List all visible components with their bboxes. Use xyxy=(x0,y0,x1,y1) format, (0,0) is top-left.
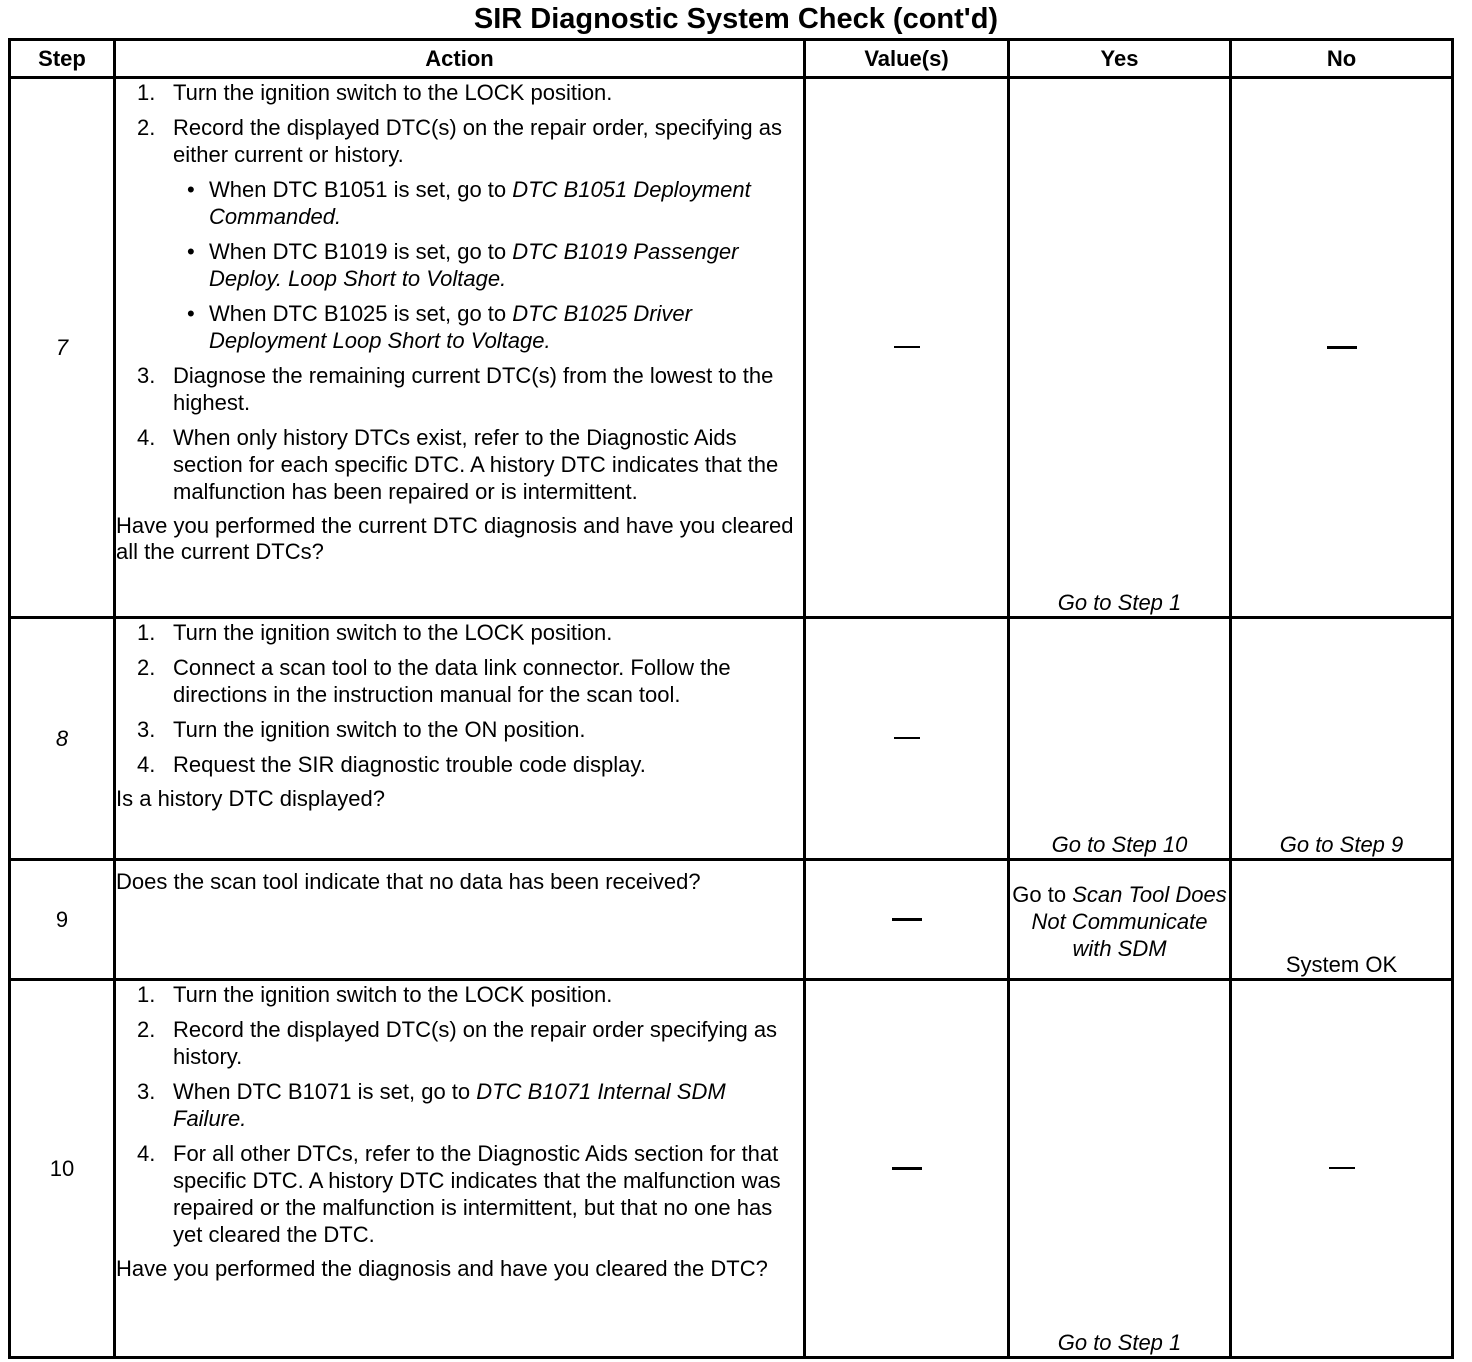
value-cell xyxy=(805,78,1009,618)
value-cell xyxy=(805,618,1009,860)
em-dash xyxy=(892,918,922,921)
action-item: 3. When DTC B1071 is set, go to DTC B1071 Internal SDM Failure. xyxy=(137,1079,726,1131)
header-step: Step xyxy=(10,40,115,78)
action-item: 4. For all other DTCs, refer to the Diagnostic Aids section for that specific DTC. A history DTC indicates that the malfunction was repaired or the malfunction is intermittent, but that no one has yet cleared the DTC. xyxy=(137,1141,781,1247)
action-item: 4. Request the SIR diagnostic trouble code display. xyxy=(137,752,646,777)
no-cell xyxy=(1231,618,1453,860)
table-row-step-9 xyxy=(10,860,1453,980)
yes-answer: Go to Step 10 xyxy=(1051,832,1188,857)
header-row xyxy=(10,40,1453,78)
step-number: 7 xyxy=(10,78,115,618)
question-text: Have you performed the diagnosis and have you cleared the DTC? xyxy=(116,1256,768,1281)
em-dash xyxy=(1329,1167,1355,1169)
action-item: 2. Record the displayed DTC(s) on the repair order, specifying as either current or history. • When DTC B1051 is set, go to DTC B1051 Deployment Commanded. • When DTC B1019 is set, go to DTC B1019 Passenger Deploy. Loop Short to Voltage. • When DTC B1025 is set, go to DTC B1025 Driver Deployment Loop Short to Voltage. xyxy=(116,114,803,354)
no-answer: System OK xyxy=(1285,952,1398,977)
action-item: 1. Turn the ignition switch to the LOCK position. xyxy=(137,80,613,105)
bullet-item: • When DTC B1019 is set, go to DTC B1019 Passenger Deploy. Loop Short to Voltage. xyxy=(187,239,739,291)
action-item: 1. Turn the ignition switch to the LOCK position. xyxy=(137,620,613,645)
em-dash xyxy=(892,1167,922,1170)
header-action: Action xyxy=(115,40,805,78)
action-item: 3. Turn the ignition switch to the ON position. xyxy=(137,717,586,742)
reference-link-text: DTC B1019 Passenger Deploy. Loop Short to Voltage. xyxy=(209,239,739,291)
question-text: Is a history DTC displayed? xyxy=(116,786,385,811)
question-text: Does the scan tool indicate that no data has been received? xyxy=(116,869,701,894)
action-item: 1. Turn the ignition switch to the LOCK position. xyxy=(137,982,613,1007)
table-row-step-7 xyxy=(10,78,1453,618)
header-values: Value(s) xyxy=(805,40,1009,78)
header-no: No xyxy=(1231,40,1453,78)
em-dash xyxy=(894,737,920,739)
action-cell xyxy=(115,980,805,1358)
no-cell xyxy=(1231,78,1453,618)
yes-cell xyxy=(1009,618,1231,860)
bullet-item: • When DTC B1051 is set, go to DTC B1051 Deployment Commanded. xyxy=(187,177,751,229)
reference-link-text: DTC B1051 Deployment Commanded. xyxy=(209,177,751,229)
action-item: 4. When only history DTCs exist, refer to the Diagnostic Aids section for each specific DTC. A history DTC indicates that the malfunction has been repaired or is intermittent. xyxy=(137,425,779,504)
question-text: Have you performed the current DTC diagnosis and have you cleared all the current DTCs? xyxy=(116,513,794,564)
step-number: 10 xyxy=(10,980,115,1358)
yes-answer: Go to Step 1 xyxy=(1057,590,1182,615)
yes-cell: Go to Scan Tool Does Not Communicate with SDM xyxy=(1009,860,1231,980)
no-cell xyxy=(1231,860,1453,980)
yes-answer: Scan Tool Does Not Communicate with SDM xyxy=(1031,882,1227,961)
yes-cell xyxy=(1009,78,1231,618)
action-item: 2. Record the displayed DTC(s) on the repair order specifying as history. xyxy=(137,1017,778,1069)
step-number: 9 xyxy=(10,860,115,980)
action-cell xyxy=(115,618,805,860)
table-row-step-8 xyxy=(10,618,1453,860)
bullet-item: • When DTC B1025 is set, go to DTC B1025 Driver Deployment Loop Short to Voltage. xyxy=(187,301,692,353)
no-cell xyxy=(1231,980,1453,1358)
diagnostic-table xyxy=(8,38,1454,1359)
action-cell xyxy=(115,860,805,980)
em-dash xyxy=(894,346,920,348)
no-answer: Go to Step 9 xyxy=(1279,832,1404,857)
action-item: 3. Diagnose the remaining current DTC(s) from the lowest to the highest. xyxy=(137,363,774,415)
page-title: SIR Diagnostic System Check (cont'd) xyxy=(473,3,999,35)
em-dash xyxy=(1327,346,1357,349)
step-number: 8 xyxy=(10,618,115,860)
reference-link-text: DTC B1071 Internal SDM Failure. xyxy=(173,1079,726,1131)
table-row-step-10 xyxy=(10,980,1453,1358)
reference-link-text: DTC B1025 Driver Deployment Loop Short to Voltage. xyxy=(209,301,692,353)
action-item: 2. Connect a scan tool to the data link connector. Follow the directions in the instruction manual for the scan tool. xyxy=(137,655,731,707)
yes-answer: Go to Step 1 xyxy=(1057,1330,1182,1355)
value-cell xyxy=(805,860,1009,980)
value-cell xyxy=(805,980,1009,1358)
yes-cell xyxy=(1009,980,1231,1358)
header-yes: Yes xyxy=(1009,40,1231,78)
action-cell xyxy=(115,78,805,618)
